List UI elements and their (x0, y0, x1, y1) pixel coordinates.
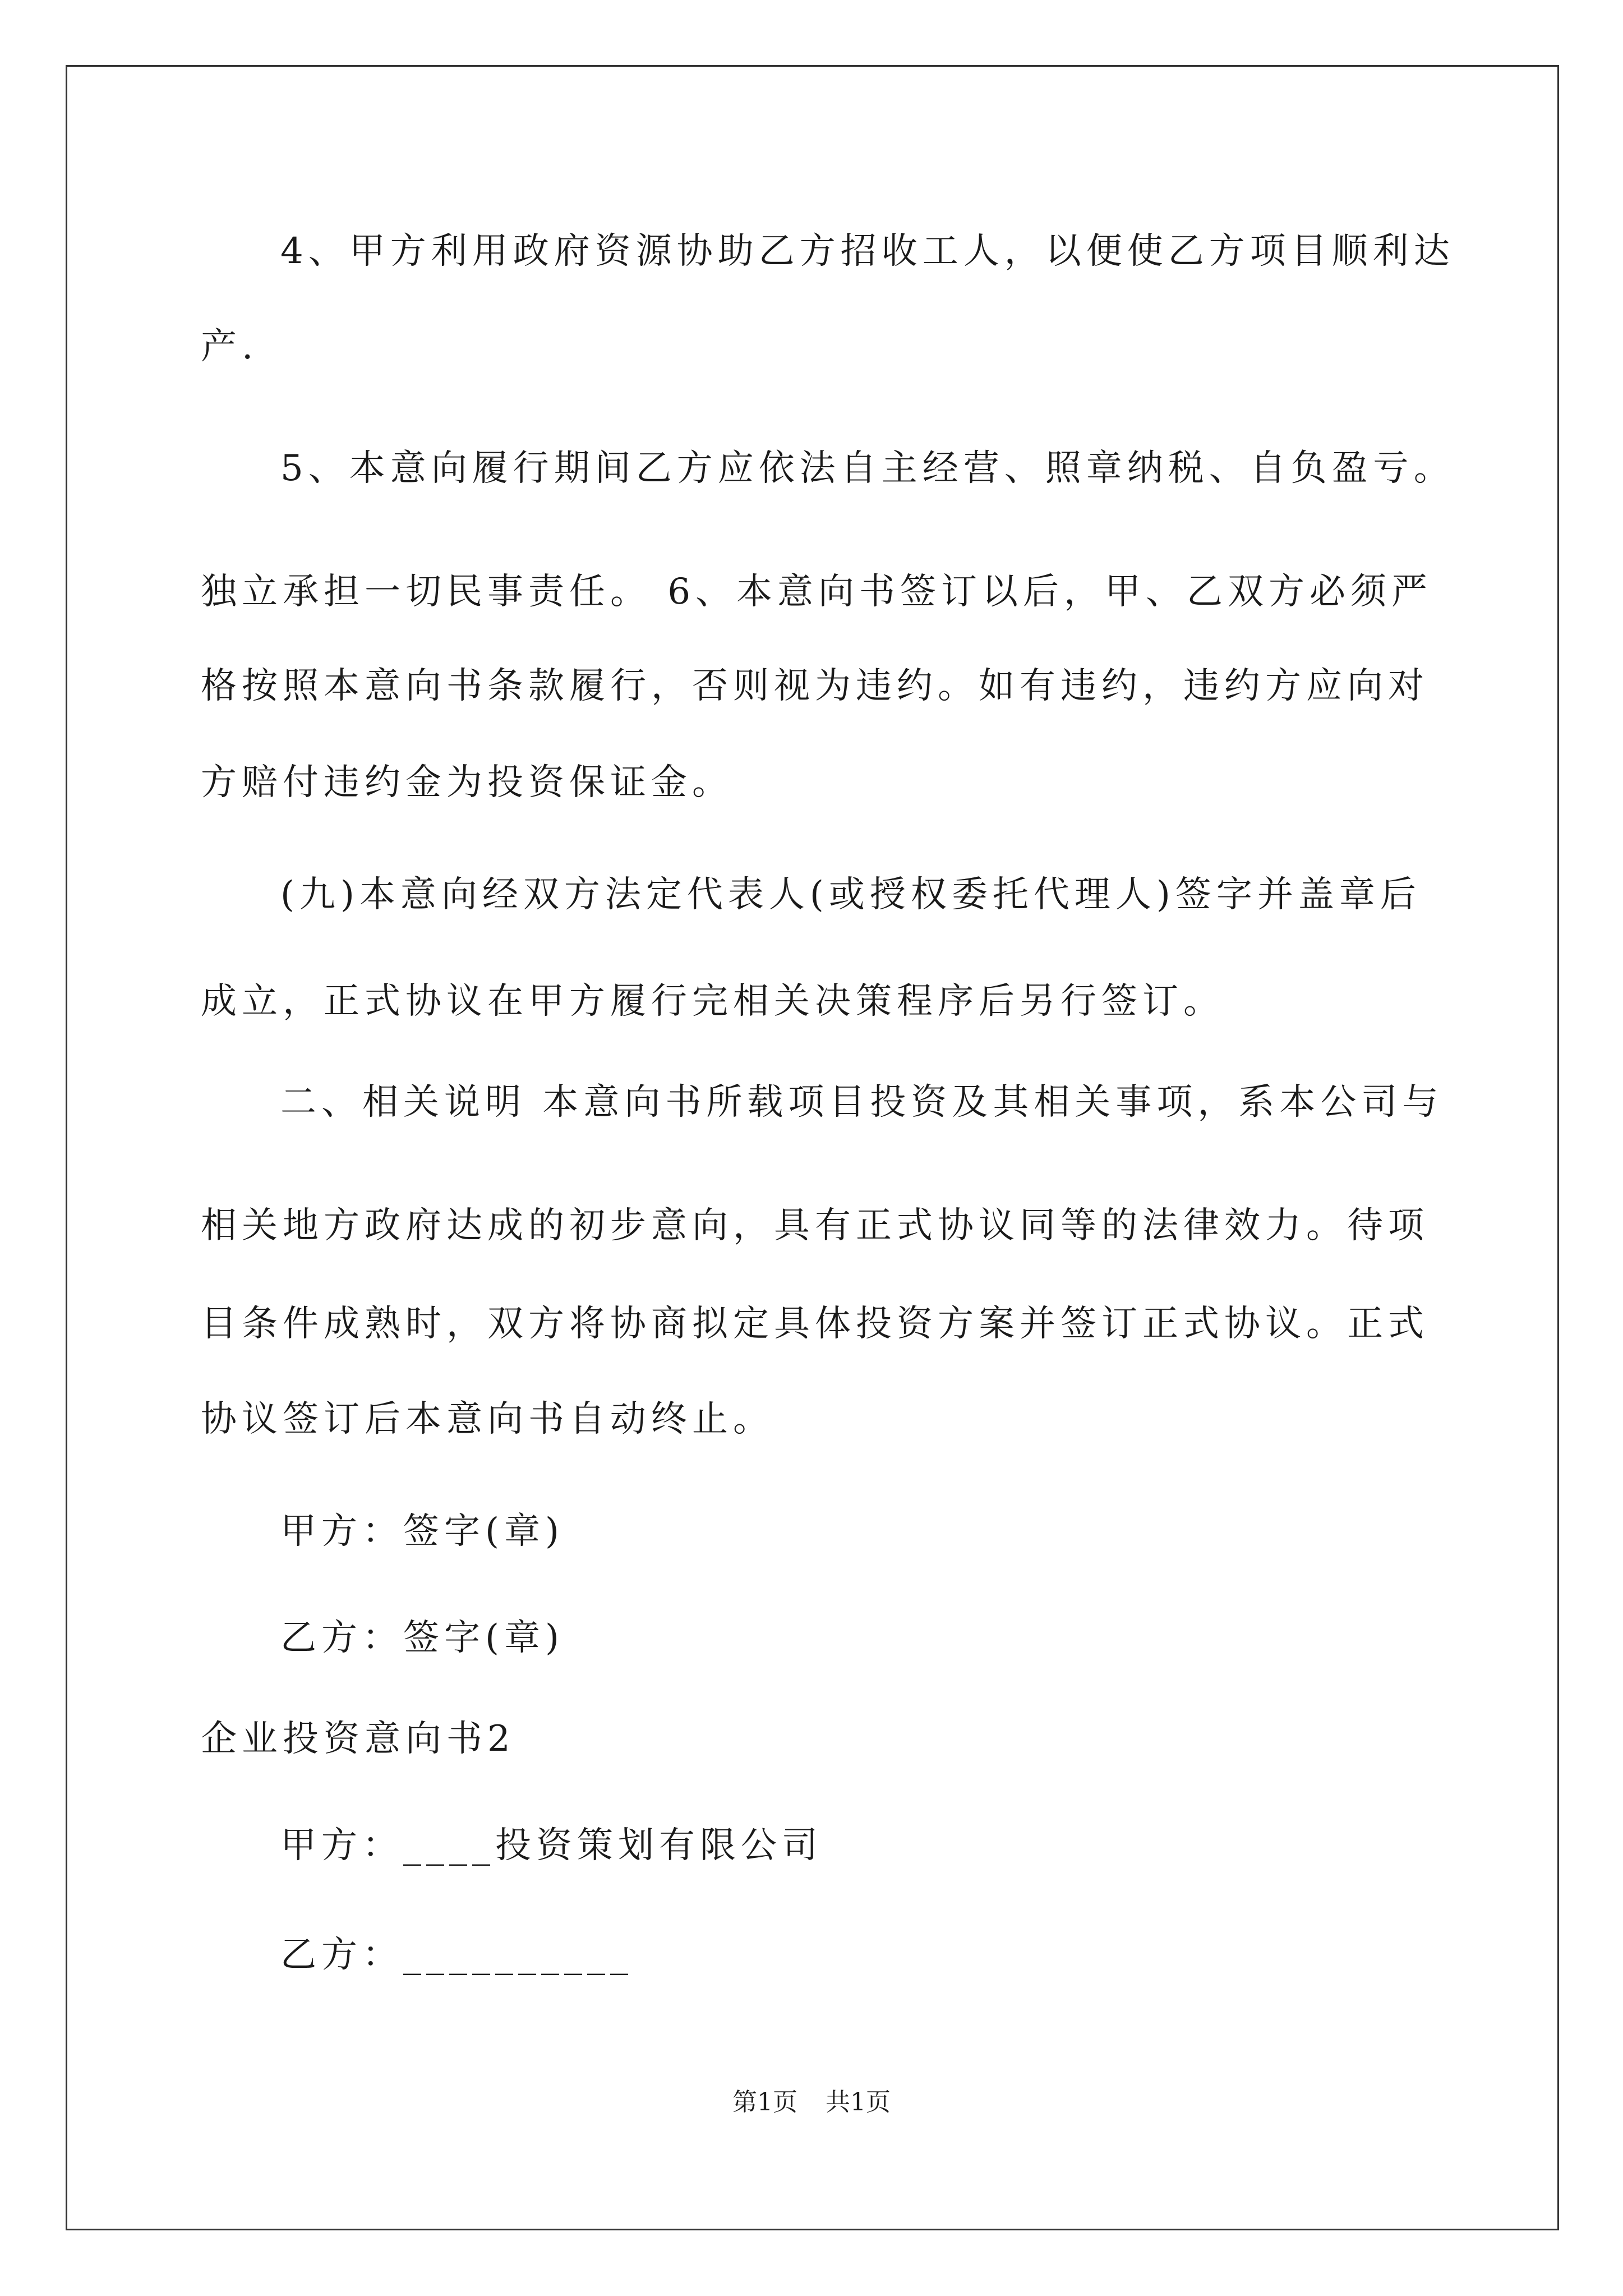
paragraph-line: 方赔付违约金为投资保证金。 (201, 762, 733, 803)
paragraph-line: 格按照本意向书条款履行，否则视为违约。如有违约，违约方应向对 (201, 665, 1429, 707)
paragraph-line: 相关地方政府达成的初步意向，具有正式协议同等的法律效力。待项 (201, 1205, 1429, 1246)
paragraph-line: 目条件成熟时，双方将协商拟定具体投资方案并签订正式协议。正式 (201, 1303, 1429, 1345)
paragraph-line: 独立承担一切民事责任。 6、本意向书签订以后，甲、乙双方必须严 (201, 571, 1433, 613)
page-border (66, 65, 1559, 2230)
party-a-signature: 甲方：签字(章) (280, 1511, 564, 1552)
paragraph-line: (九)本意向经双方法定代表人(或授权委托代理人)签字并盖章后 (280, 874, 1421, 915)
party-a-line: 甲方：____投资策划有限公司 (280, 1825, 823, 1866)
page-number: 第1页 (732, 2088, 797, 2116)
paragraph-line: 二、相关说明 本意向书所载项目投资及其相关事项，系本公司与 (280, 1082, 1444, 1123)
paragraph-line: 协议签订后本意向书自动终止。 (201, 1398, 774, 1440)
paragraph-line: 5、本意向履行期间乙方应依法自主经营、照章纳税、自负盈亏。 (280, 448, 1455, 489)
paragraph-line: 成立，正式协议在甲方履行完相关决策程序后另行签订。 (201, 981, 1224, 1022)
paragraph-line: 产. (201, 326, 259, 367)
section-title: 企业投资意向书2 (201, 1718, 515, 1760)
page-footer (0, 2087, 1623, 2118)
page-total: 共1页 (826, 2088, 891, 2116)
party-b-line: 乙方：__________ (280, 1934, 633, 1976)
paragraph-line: 4、甲方利用政府资源协助乙方招收工人，以便使乙方项目顺利达 (280, 231, 1455, 272)
party-b-signature: 乙方：签字(章) (280, 1617, 564, 1659)
